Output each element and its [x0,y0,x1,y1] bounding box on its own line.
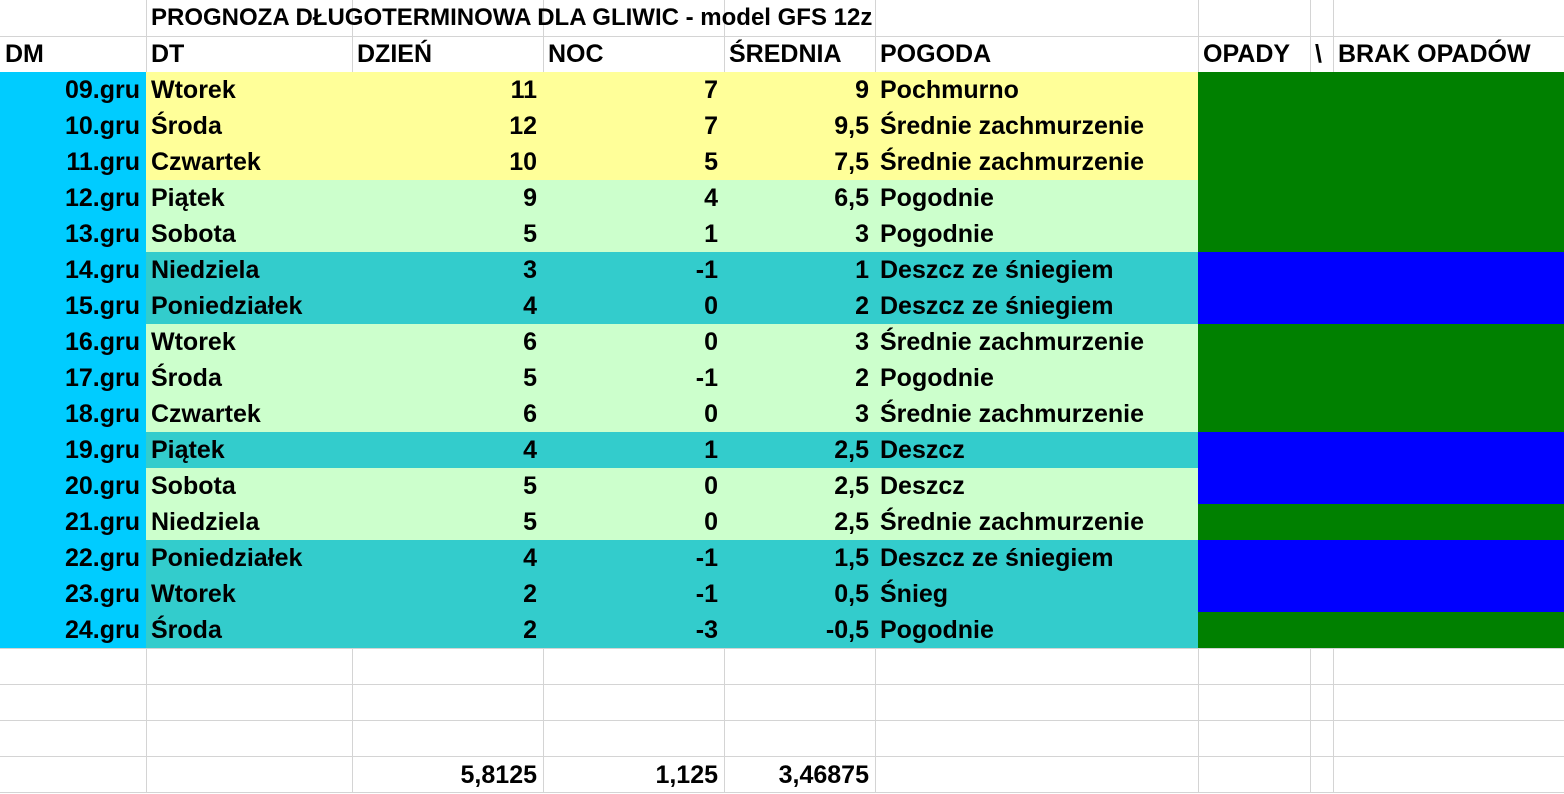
cell-noc[interactable]: 7 [704,75,718,104]
precip-indicator [1198,360,1564,396]
cell-dzien[interactable]: 12 [509,111,537,140]
cell-srednia[interactable]: 2 [855,291,869,320]
precip-indicator [1198,396,1564,432]
header-dzien[interactable]: DZIEŃ [357,39,432,68]
cell-pogoda[interactable]: Śnieg [880,579,949,608]
cell-dt[interactable]: Wtorek [151,327,236,356]
cell-dzien[interactable]: 5 [523,219,537,248]
cell-srednia[interactable]: 9 [855,75,869,104]
header-opady[interactable]: OPADY [1203,39,1291,68]
cell-dt[interactable]: Piątek [151,435,225,464]
cell-dzien[interactable]: 11 [510,75,537,104]
precip-indicator [1198,180,1564,216]
cell-srednia[interactable]: 2,5 [834,435,869,464]
average-srednia[interactable]: 3,46875 [778,760,869,789]
cell-dzien[interactable]: 5 [523,363,537,392]
cell-dzien[interactable]: 4 [523,435,537,464]
cell-srednia[interactable]: 3 [855,327,869,356]
precip-indicator [1198,612,1564,648]
cell-dm[interactable]: 24.gru [64,615,140,644]
cell-pogoda[interactable]: Pogodnie [880,363,994,392]
cell-dt[interactable]: Niedziela [151,507,260,536]
cell-pogoda[interactable]: Pogodnie [880,219,994,248]
precip-indicator [1198,72,1564,108]
precip-indicator [1198,324,1564,360]
cell-srednia[interactable]: 1,5 [834,543,869,572]
cell-pogoda[interactable]: Średnie zachmurzenie [880,147,1144,176]
cell-pogoda[interactable]: Średnie zachmurzenie [880,111,1144,140]
cell-srednia[interactable]: 1 [855,255,869,284]
cell-noc[interactable]: 0 [704,291,718,320]
cell-noc[interactable]: 5 [704,147,718,176]
cell-noc[interactable]: -1 [695,579,718,608]
cell-dm[interactable]: 18.gru [64,399,140,428]
cell-dzien[interactable]: 2 [523,579,537,608]
cell-srednia[interactable]: 3 [855,399,869,428]
cell-dt[interactable]: Wtorek [151,579,236,608]
cell-dm[interactable]: 13.gru [64,219,140,248]
average-noc[interactable]: 1,125 [655,760,718,789]
cell-srednia[interactable]: 2 [855,363,869,392]
cell-pogoda[interactable]: Deszcz ze śniegiem [880,291,1114,320]
cell-pogoda[interactable]: Deszcz [880,435,965,464]
precip-indicator [1198,432,1564,468]
cell-dzien[interactable]: 5 [523,471,537,500]
header-pogoda[interactable]: POGODA [880,39,992,68]
cell-noc[interactable]: 1 [704,435,718,464]
cell-dzien[interactable]: 6 [523,399,537,428]
header-noc[interactable]: NOC [548,39,604,68]
cell-dzien[interactable]: 6 [523,327,537,356]
cell-pogoda[interactable]: Deszcz ze śniegiem [880,543,1114,572]
cell-dm[interactable]: 12.gru [64,183,140,212]
cell-dm[interactable]: 11.gru [66,147,140,176]
cell-srednia[interactable]: 0,5 [834,579,869,608]
precip-indicator [1198,144,1564,180]
cell-dt[interactable]: Czwartek [151,147,261,176]
precip-indicator [1198,216,1564,252]
header-brak-opadow[interactable]: BRAK OPADÓW [1338,39,1531,68]
cell-srednia[interactable]: 2,5 [834,471,869,500]
cell-srednia[interactable]: 6,5 [834,183,869,212]
cell-pogoda[interactable]: Pogodnie [880,183,994,212]
precip-indicator [1198,576,1564,612]
cell-pogoda[interactable]: Średnie zachmurzenie [880,507,1144,536]
cell-dzien[interactable]: 4 [523,291,537,320]
cell-noc[interactable]: 0 [704,327,718,356]
cell-dt[interactable]: Poniedziałek [151,543,303,572]
cell-noc[interactable]: -1 [695,543,718,572]
cell-srednia[interactable]: 3 [855,219,869,248]
precip-indicator [1198,108,1564,144]
average-dzien[interactable]: 5,8125 [460,760,537,789]
cell-dm[interactable]: 09.gru [64,75,140,104]
sheet-title[interactable]: PROGNOZA DŁUGOTERMINOWA DLA GLIWIC - model GFS 12z [151,4,873,31]
cell-srednia[interactable]: 7,5 [834,147,869,176]
header-dm[interactable]: DM [5,39,44,68]
cell-dt[interactable]: Środa [151,615,222,644]
header-separator[interactable]: \ [1315,39,1322,68]
cell-dm[interactable]: 14.gru [64,255,140,284]
cell-noc[interactable]: 1 [704,219,718,248]
cell-dt[interactable]: Poniedziałek [151,291,303,320]
cell-noc[interactable]: 4 [704,183,718,212]
cell-dzien[interactable]: 3 [523,255,537,284]
cell-pogoda[interactable]: Pogodnie [880,615,994,644]
cell-dzien[interactable]: 2 [523,615,537,644]
cell-noc[interactable]: 0 [704,507,718,536]
cell-dm[interactable]: 23.gru [64,579,140,608]
cell-dm[interactable]: 19.gru [64,435,140,464]
cell-dzien[interactable]: 5 [523,507,537,536]
cell-dm[interactable]: 10.gru [64,111,140,140]
cell-dm[interactable]: 21.gru [64,507,140,536]
cell-noc[interactable]: -3 [695,615,718,644]
cell-dt[interactable]: Piątek [151,183,225,212]
cell-srednia[interactable]: 9,5 [834,111,869,140]
header-srednia[interactable]: ŚREDNIA [729,39,842,68]
precip-indicator [1198,288,1564,324]
cell-dt[interactable]: Sobota [151,219,236,248]
precip-indicator [1198,252,1564,288]
cell-noc[interactable]: -1 [695,363,718,392]
precip-indicator [1198,468,1564,504]
cell-dt[interactable]: Środa [151,111,222,140]
cell-dt[interactable]: Sobota [151,471,236,500]
cell-pogoda[interactable]: Pochmurno [880,75,1019,104]
cell-dm[interactable]: 16.gru [64,327,140,356]
precip-indicator [1198,504,1564,540]
cell-pogoda[interactable]: Średnie zachmurzenie [880,327,1144,356]
cell-dm[interactable]: 17.gru [64,363,140,392]
cell-pogoda[interactable]: Deszcz [880,471,965,500]
precip-indicator [1198,540,1564,576]
cell-dt[interactable]: Środa [151,363,222,392]
cell-noc[interactable]: -1 [695,255,718,284]
cell-noc[interactable]: 0 [704,471,718,500]
cell-noc[interactable]: 7 [704,111,718,140]
cell-dzien[interactable]: 4 [523,543,537,572]
cell-srednia[interactable]: -0,5 [825,615,869,644]
cell-dm[interactable]: 15.gru [64,291,140,320]
cell-pogoda[interactable]: Średnie zachmurzenie [880,399,1144,428]
cell-dm[interactable]: 22.gru [64,543,140,572]
cell-dt[interactable]: Niedziela [151,255,260,284]
cell-pogoda[interactable]: Deszcz ze śniegiem [880,255,1114,284]
cell-dt[interactable]: Wtorek [151,75,236,104]
cell-dt[interactable]: Czwartek [151,399,261,428]
cell-dzien[interactable]: 10 [509,147,537,176]
header-dt[interactable]: DT [151,39,185,68]
cell-dm[interactable]: 20.gru [64,471,140,500]
cell-srednia[interactable]: 2,5 [834,507,869,536]
cell-noc[interactable]: 0 [704,399,718,428]
cell-dzien[interactable]: 9 [523,183,537,212]
